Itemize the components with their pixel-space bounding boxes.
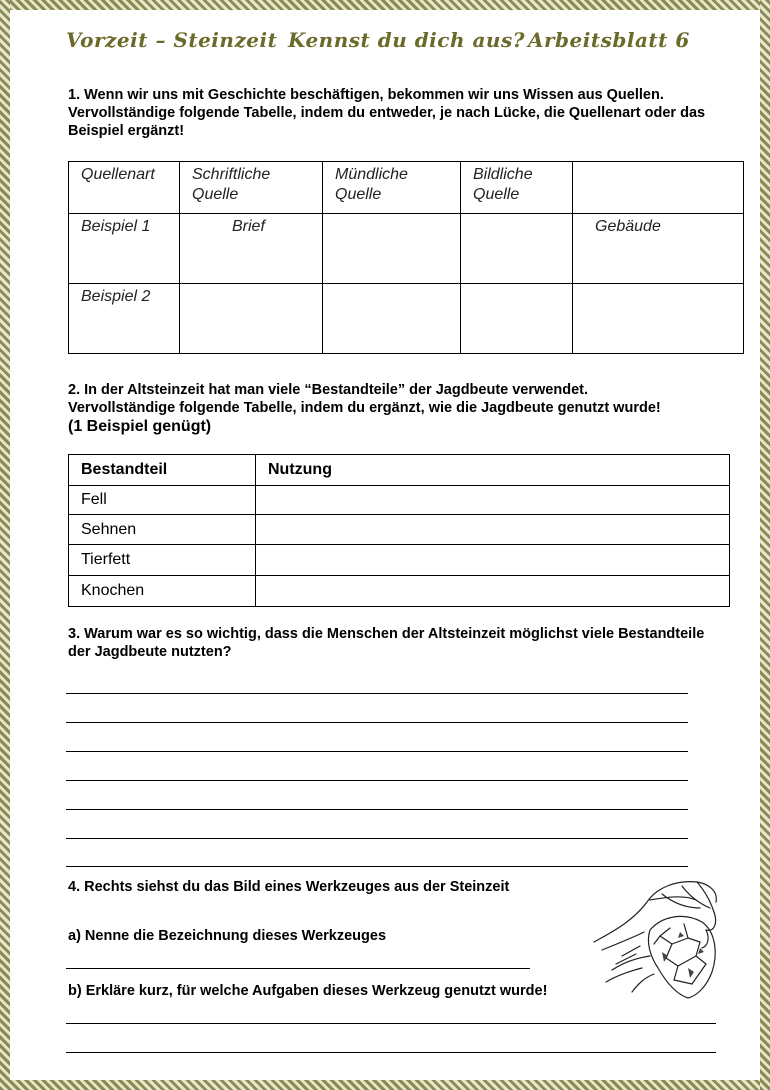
table-cell[interactable] [461, 214, 573, 284]
table-cell[interactable] [573, 162, 744, 214]
decorative-border-top [0, 0, 770, 10]
answer-line[interactable] [66, 968, 530, 969]
decorative-border-bottom [0, 1080, 770, 1090]
table-cell[interactable] [323, 214, 461, 284]
header-sheet-number: Arbeitsblatt 6 [528, 28, 690, 52]
table-row [69, 486, 730, 515]
answer-cell[interactable] [256, 486, 730, 515]
answer-line[interactable] [66, 866, 688, 867]
question-2-hint: (1 Beispiel genügt) [68, 418, 212, 435]
question-4b: b) Erkläre kurz, für welche Aufgaben dieses Werkzeug genutzt wurde! [68, 983, 548, 999]
table-row [69, 162, 744, 214]
answer-cell[interactable] [256, 515, 730, 545]
answer-line[interactable] [66, 693, 688, 694]
table-cell: Bildliche Quelle [461, 162, 573, 214]
question-2-line: Vervollständige folgende Tabelle, indem du ergänzt, wie die Jagdbeute genutzt wurde! [68, 400, 661, 416]
decorative-border-left [0, 0, 10, 1090]
table-cell[interactable] [180, 284, 323, 354]
question-3: 3. Warum war es so wichtig, dass die Menschen der Altsteinzeit möglichst viele Bestandteile der Jagdbeute nutzten? [68, 626, 705, 660]
hand-axe-illustration-icon [592, 872, 732, 1002]
header-subtitle: Kennst du dich aus? [288, 28, 525, 52]
answer-line[interactable] [66, 1023, 716, 1024]
table-cell: Tierfett [69, 545, 256, 576]
table-row [69, 545, 730, 576]
table-row [69, 455, 730, 486]
table-cell: Beispiel 2 [69, 284, 180, 354]
answer-cell[interactable] [256, 545, 730, 576]
question-2-line: 2. In der Altsteinzeit hat man viele “Bestandteile” der Jagdbeute verwendet. [68, 382, 588, 398]
table-cell: Gebäude [573, 214, 744, 284]
answer-line[interactable] [66, 809, 688, 810]
table-cell: Mündliche Quelle [323, 162, 461, 214]
answer-line[interactable] [66, 780, 688, 781]
table-row [69, 576, 730, 607]
question-4: 4. Rechts siehst du das Bild eines Werkzeuges aus der Steinzeit [68, 879, 510, 895]
answer-line[interactable] [66, 722, 688, 723]
table-cell[interactable] [573, 284, 744, 354]
table-cell: Knochen [69, 576, 256, 607]
table-cell: Schriftliche Quelle [180, 162, 323, 214]
table-header-cell: Bestandteil [69, 455, 256, 486]
table-cell: Sehnen [69, 515, 256, 545]
table-cell[interactable] [461, 284, 573, 354]
answer-line[interactable] [66, 1052, 716, 1053]
table-cell: Brief [180, 214, 323, 284]
table-row [69, 214, 744, 284]
table-row [69, 284, 744, 354]
table-cell: Fell [69, 486, 256, 515]
sources-table [68, 161, 744, 354]
answer-cell[interactable] [256, 576, 730, 607]
worksheet-header [66, 28, 706, 58]
table-header-cell: Nutzung [256, 455, 730, 486]
decorative-border-right [760, 0, 770, 1090]
table-cell[interactable] [323, 284, 461, 354]
header-title: Vorzeit – Steinzeit [66, 28, 278, 52]
prey-usage-table [68, 454, 730, 607]
table-cell: Beispiel 1 [69, 214, 180, 284]
table-cell: Quellenart [69, 162, 180, 214]
question-4a: a) Nenne die Bezeichnung dieses Werkzeuges [68, 928, 387, 944]
answer-line[interactable] [66, 751, 688, 752]
answer-line[interactable] [66, 838, 688, 839]
table-row [69, 515, 730, 545]
question-2 [68, 381, 728, 436]
question-1: 1. Wenn wir uns mit Geschichte beschäftigen, bekommen wir uns Wissen aus Quellen. Vervollständige folgende Tabelle, indem du entweder, je nach Lücke, die Quellenart oder das Beispiel ergänzt! [68, 87, 706, 139]
